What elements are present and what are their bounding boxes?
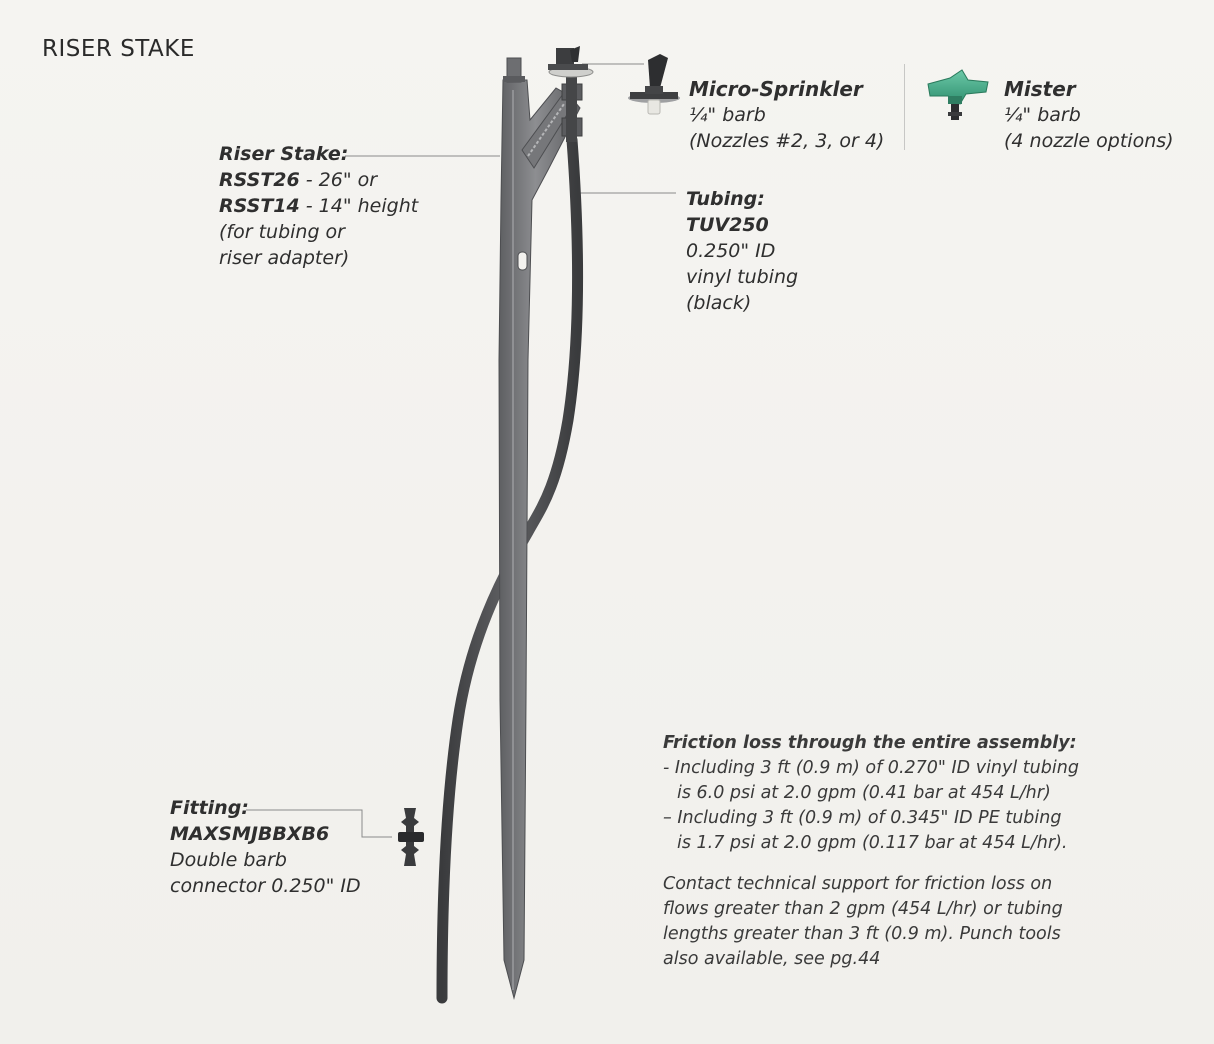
friction-gap	[663, 856, 1079, 872]
tubing-code: TUV250	[686, 214, 769, 236]
riser-stake-line3: (for tubing or	[219, 221, 345, 243]
tubing-heading: Tubing:	[686, 188, 765, 210]
mounted-sprinkler	[548, 46, 593, 77]
friction-heading: Friction loss through the entire assembly:	[663, 733, 1077, 753]
mister-barb: ¼" barb	[1004, 104, 1081, 126]
mister-callout	[1004, 76, 1174, 154]
stake-slot	[518, 252, 527, 270]
product-divider	[904, 64, 905, 150]
friction-note-line3: lengths greater than 3 ft (0.9 m). Punch tools	[663, 924, 1061, 944]
friction-bullet1-line2: is 6.0 psi at 2.0 gpm (0.41 bar at 454 L/hr)	[677, 783, 1051, 803]
micro-sprinkler-barb: ¼" barb	[689, 104, 766, 126]
riser-stake-callout	[219, 141, 418, 271]
stake-body	[499, 80, 580, 998]
riser-stake-code-14: RSST14	[219, 195, 300, 217]
tubing-top-segment	[566, 70, 577, 142]
micro-sprinkler-heading: Micro-Sprinkler	[689, 77, 863, 101]
tubing-material: vinyl tubing	[686, 266, 799, 288]
tubing-id: 0.250" ID	[686, 240, 776, 262]
micro-sprinkler-icon	[628, 54, 680, 114]
friction-bullet2-line1: – Including 3 ft (0.9 m) of 0.345" ID PE tubing	[663, 808, 1062, 828]
mister-nozzles: (4 nozzle options)	[1004, 130, 1174, 152]
riser-stake-desc-14: - 14" height	[299, 195, 419, 217]
micro-sprinkler-nozzles: (Nozzles #2, 3, or 4)	[689, 130, 885, 152]
tubing-callout	[686, 186, 798, 316]
micro-sprinkler-callout	[689, 76, 884, 154]
friction-note-line4: also available, see pg.44	[663, 949, 881, 969]
friction-bullet1-line1: - Including 3 ft (0.9 m) of 0.270" ID vinyl tubing	[663, 758, 1079, 778]
fitting-heading: Fitting:	[170, 797, 249, 819]
riser-stake-desc-26: - 26" or	[299, 169, 378, 191]
friction-note-line1: Contact technical support for friction loss on	[663, 874, 1053, 894]
tubing-color: (black)	[686, 292, 752, 314]
fitting-line1: Double barb	[170, 849, 287, 871]
fitting-line2: connector 0.250" ID	[170, 875, 361, 897]
riser-stake-code-26: RSST26	[219, 169, 300, 191]
riser-stake-heading: Riser Stake:	[219, 143, 349, 165]
fitting-icon	[398, 808, 424, 866]
fitting-callout	[170, 795, 361, 899]
friction-loss-notes	[663, 731, 1079, 972]
friction-note-line2: flows greater than 2 gpm (454 L/hr) or tubing	[663, 899, 1063, 919]
mister-icon	[928, 70, 988, 120]
friction-bullet2-line2: is 1.7 psi at 2.0 gpm (0.117 bar at 454 L/hr).	[677, 833, 1068, 853]
fitting-code: MAXSMJBBXB6	[170, 823, 330, 845]
mister-heading: Mister	[1004, 77, 1076, 101]
page-title: RISER STAKE	[42, 36, 195, 62]
stake-top-cap	[503, 76, 525, 82]
riser-stake-line4: riser adapter)	[219, 247, 350, 269]
